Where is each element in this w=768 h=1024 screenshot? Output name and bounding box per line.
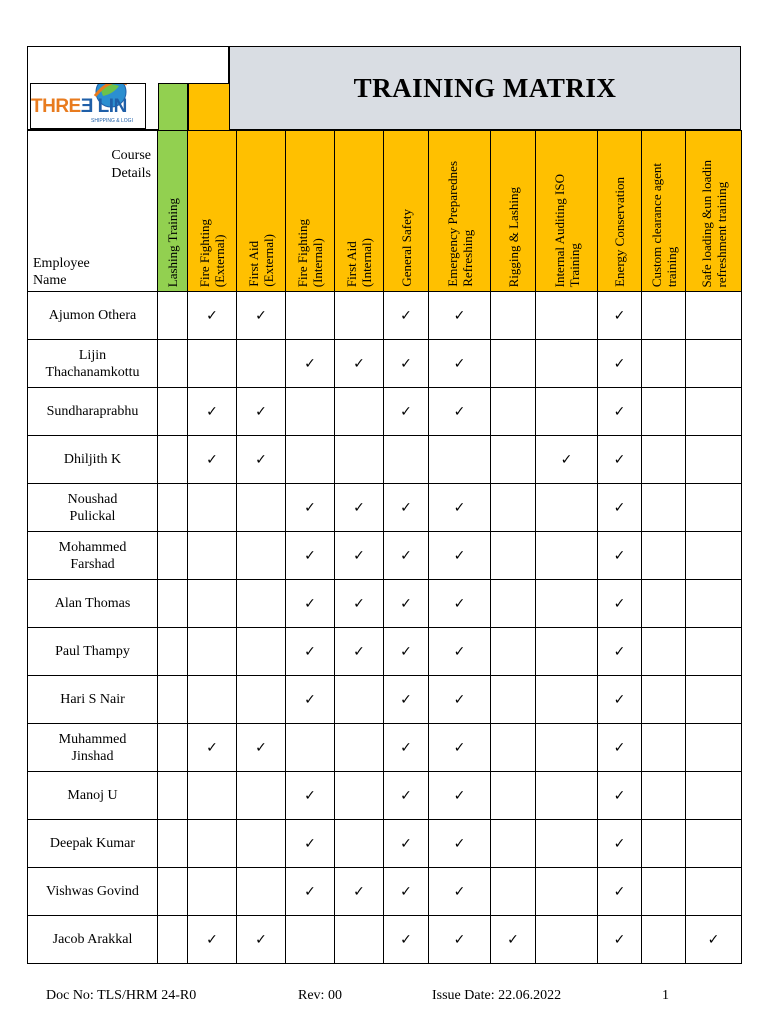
empty-cell <box>491 724 536 772</box>
empty-cell <box>536 916 598 964</box>
empty-cell <box>286 724 335 772</box>
empty-cell <box>686 292 742 340</box>
employee-name: Paul Thampy <box>28 628 158 676</box>
empty-cell <box>384 436 429 484</box>
empty-cell <box>158 484 188 532</box>
empty-cell <box>686 820 742 868</box>
table-row <box>28 292 742 340</box>
table-row <box>28 436 742 484</box>
check-mark-icon: ✓ <box>237 292 286 340</box>
empty-cell <box>237 580 286 628</box>
empty-cell <box>536 388 598 436</box>
empty-cell <box>335 724 384 772</box>
table-row <box>28 340 742 388</box>
empty-cell <box>642 676 686 724</box>
check-mark-icon: ✓ <box>384 916 429 964</box>
course-header <box>335 131 384 292</box>
empty-cell <box>188 628 237 676</box>
empty-cell <box>158 628 188 676</box>
header <box>27 46 741 130</box>
check-mark-icon: ✓ <box>491 916 536 964</box>
empty-cell <box>491 868 536 916</box>
empty-cell <box>686 532 742 580</box>
empty-cell <box>536 676 598 724</box>
empty-cell <box>536 628 598 676</box>
course-label: Rigging & Lashing <box>505 186 521 287</box>
check-mark-icon: ✓ <box>429 676 491 724</box>
check-mark-icon: ✓ <box>429 388 491 436</box>
course-label: Energy Conservation <box>612 177 627 287</box>
course-label: First Aid (External) <box>246 234 276 287</box>
empty-cell <box>188 820 237 868</box>
course-header <box>642 131 686 292</box>
check-mark-icon: ✓ <box>429 628 491 676</box>
empty-cell <box>686 580 742 628</box>
empty-cell <box>536 532 598 580</box>
employee-name: Alan Thomas <box>28 580 158 628</box>
check-mark-icon: ✓ <box>384 292 429 340</box>
empty-cell <box>491 580 536 628</box>
empty-cell <box>491 820 536 868</box>
table-row <box>28 580 742 628</box>
empty-cell <box>237 820 286 868</box>
empty-cell <box>188 868 237 916</box>
check-mark-icon: ✓ <box>598 388 642 436</box>
empty-cell <box>158 532 188 580</box>
course-label: General Safety <box>398 209 414 287</box>
empty-cell <box>686 628 742 676</box>
check-mark-icon: ✓ <box>598 436 642 484</box>
employee-name: Ajumon Othera <box>28 292 158 340</box>
empty-cell <box>642 388 686 436</box>
empty-cell <box>491 532 536 580</box>
check-mark-icon: ✓ <box>384 868 429 916</box>
header-yellow-swatch <box>188 83 230 131</box>
check-mark-icon: ✓ <box>429 580 491 628</box>
employee-name: Sundharaprabhu <box>28 388 158 436</box>
check-mark-icon: ✓ <box>286 868 335 916</box>
check-mark-icon: ✓ <box>286 628 335 676</box>
empty-cell <box>491 388 536 436</box>
empty-cell <box>188 676 237 724</box>
empty-cell <box>686 436 742 484</box>
empty-cell <box>642 340 686 388</box>
empty-cell <box>686 724 742 772</box>
course-header <box>384 131 429 292</box>
employee-name: Lijin Thachanamkottu <box>28 340 158 388</box>
check-mark-icon: ✓ <box>384 388 429 436</box>
check-mark-icon: ✓ <box>384 532 429 580</box>
check-mark-icon: ✓ <box>286 484 335 532</box>
logo-subtext: SHIPPING & LOGI <box>91 118 133 124</box>
empty-cell <box>491 484 536 532</box>
course-label: Safe loading &un loadin refreshment training <box>698 159 729 287</box>
empty-cell <box>237 484 286 532</box>
check-mark-icon: ✓ <box>335 628 384 676</box>
empty-cell <box>536 484 598 532</box>
page-title: TRAINING MATRIX <box>353 72 617 103</box>
employee-name: Vishwas Govind <box>28 868 158 916</box>
empty-cell <box>642 916 686 964</box>
empty-cell <box>686 388 742 436</box>
employee-name: Mohammed Farshad <box>28 532 158 580</box>
empty-cell <box>491 628 536 676</box>
empty-cell <box>536 868 598 916</box>
empty-cell <box>286 388 335 436</box>
employee-name: Muhammed Jinshad <box>28 724 158 772</box>
check-mark-icon: ✓ <box>598 532 642 580</box>
course-label: Fire Fighting (Internal) <box>295 218 325 287</box>
check-mark-icon: ✓ <box>384 820 429 868</box>
empty-cell <box>536 580 598 628</box>
empty-cell <box>335 388 384 436</box>
course-header <box>598 131 642 292</box>
empty-cell <box>686 340 742 388</box>
empty-cell <box>642 532 686 580</box>
check-mark-icon: ✓ <box>286 532 335 580</box>
empty-cell <box>642 628 686 676</box>
empty-cell <box>491 340 536 388</box>
page-number: 1 <box>662 988 669 1003</box>
course-header <box>536 131 598 292</box>
empty-cell <box>188 484 237 532</box>
empty-cell <box>686 868 742 916</box>
empty-cell <box>188 772 237 820</box>
check-mark-icon: ✓ <box>384 340 429 388</box>
course-details-label: Course Details <box>111 148 151 181</box>
empty-cell <box>642 580 686 628</box>
empty-cell <box>237 532 286 580</box>
doc-number: Doc No: TLS/HRM 24-R0 <box>46 988 197 1003</box>
course-header <box>429 131 491 292</box>
check-mark-icon: ✓ <box>429 772 491 820</box>
empty-cell <box>188 532 237 580</box>
course-label: First Aid (Internal) <box>344 237 374 287</box>
check-mark-icon: ✓ <box>286 676 335 724</box>
check-mark-icon: ✓ <box>188 916 237 964</box>
empty-cell <box>642 772 686 820</box>
empty-cell <box>642 868 686 916</box>
check-mark-icon: ✓ <box>598 580 642 628</box>
table-row <box>28 628 742 676</box>
check-mark-icon: ✓ <box>384 724 429 772</box>
check-mark-icon: ✓ <box>286 580 335 628</box>
check-mark-icon: ✓ <box>384 580 429 628</box>
empty-cell <box>237 340 286 388</box>
check-mark-icon: ✓ <box>335 580 384 628</box>
empty-cell <box>158 676 188 724</box>
empty-cell <box>491 676 536 724</box>
check-mark-icon: ✓ <box>384 484 429 532</box>
empty-cell <box>158 820 188 868</box>
empty-cell <box>158 580 188 628</box>
check-mark-icon: ✓ <box>384 628 429 676</box>
logo-text-b: Ǝ LIN <box>80 96 127 117</box>
table-row <box>28 388 742 436</box>
check-mark-icon: ✓ <box>598 916 642 964</box>
course-label: Internal Auditing ISO Training <box>551 173 582 287</box>
empty-cell <box>335 436 384 484</box>
empty-cell <box>286 916 335 964</box>
check-mark-icon: ✓ <box>598 628 642 676</box>
employee-name: Deepak Kumar <box>28 820 158 868</box>
empty-cell <box>686 676 742 724</box>
empty-cell <box>491 292 536 340</box>
training-matrix-table <box>27 130 742 964</box>
check-mark-icon: ✓ <box>686 916 742 964</box>
empty-cell <box>286 436 335 484</box>
course-header-row <box>28 131 742 292</box>
empty-cell <box>286 292 335 340</box>
check-mark-icon: ✓ <box>598 340 642 388</box>
course-header <box>158 131 188 292</box>
check-mark-icon: ✓ <box>188 292 237 340</box>
logo-text <box>31 96 146 118</box>
check-mark-icon: ✓ <box>429 340 491 388</box>
check-mark-icon: ✓ <box>335 868 384 916</box>
check-mark-icon: ✓ <box>598 292 642 340</box>
table-row <box>28 916 742 964</box>
empty-cell <box>642 484 686 532</box>
course-label: Lashing Training <box>165 197 180 287</box>
corner-cell <box>28 131 158 292</box>
empty-cell <box>158 724 188 772</box>
table-row <box>28 820 742 868</box>
empty-cell <box>188 580 237 628</box>
empty-cell <box>536 820 598 868</box>
company-logo <box>30 83 146 129</box>
empty-cell <box>158 388 188 436</box>
empty-cell <box>335 292 384 340</box>
revision: Rev: 00 <box>298 988 342 1003</box>
employee-name: Hari S Nair <box>28 676 158 724</box>
check-mark-icon: ✓ <box>429 484 491 532</box>
employee-name: Noushad Pulickal <box>28 484 158 532</box>
empty-cell <box>158 340 188 388</box>
check-mark-icon: ✓ <box>237 388 286 436</box>
empty-cell <box>491 772 536 820</box>
table-row <box>28 532 742 580</box>
empty-cell <box>335 676 384 724</box>
check-mark-icon: ✓ <box>188 436 237 484</box>
empty-cell <box>158 868 188 916</box>
course-label: Fire Fighting (External) <box>197 218 227 287</box>
training-matrix-document <box>27 46 741 958</box>
check-mark-icon: ✓ <box>598 820 642 868</box>
empty-cell <box>536 292 598 340</box>
empty-cell <box>188 340 237 388</box>
check-mark-icon: ✓ <box>598 484 642 532</box>
check-mark-icon: ✓ <box>598 724 642 772</box>
check-mark-icon: ✓ <box>429 532 491 580</box>
empty-cell <box>237 868 286 916</box>
check-mark-icon: ✓ <box>335 484 384 532</box>
empty-cell <box>237 772 286 820</box>
check-mark-icon: ✓ <box>598 772 642 820</box>
check-mark-icon: ✓ <box>598 868 642 916</box>
empty-cell <box>335 772 384 820</box>
course-label: Custom clearance agent training <box>648 162 679 287</box>
course-header <box>286 131 335 292</box>
employee-name: Dhiljith K <box>28 436 158 484</box>
employee-name: Manoj U <box>28 772 158 820</box>
check-mark-icon: ✓ <box>598 676 642 724</box>
check-mark-icon: ✓ <box>188 724 237 772</box>
table-row <box>28 724 742 772</box>
check-mark-icon: ✓ <box>384 676 429 724</box>
empty-cell <box>491 436 536 484</box>
employee-name-label: Employee Name <box>33 256 90 288</box>
check-mark-icon: ✓ <box>429 868 491 916</box>
course-header <box>237 131 286 292</box>
course-header <box>686 131 742 292</box>
empty-cell <box>642 436 686 484</box>
empty-cell <box>335 820 384 868</box>
check-mark-icon: ✓ <box>188 388 237 436</box>
issue-date: Issue Date: 22.06.2022 <box>432 988 562 1003</box>
empty-cell <box>237 676 286 724</box>
empty-cell <box>642 820 686 868</box>
header-green-swatch <box>158 83 188 131</box>
empty-cell <box>686 772 742 820</box>
empty-cell <box>429 436 491 484</box>
empty-cell <box>158 916 188 964</box>
empty-cell <box>642 724 686 772</box>
check-mark-icon: ✓ <box>429 820 491 868</box>
logo-text-a: THRE <box>31 96 81 117</box>
table-row <box>28 676 742 724</box>
check-mark-icon: ✓ <box>429 724 491 772</box>
title-cell <box>229 46 741 130</box>
empty-cell <box>237 628 286 676</box>
check-mark-icon: ✓ <box>286 340 335 388</box>
empty-cell <box>335 916 384 964</box>
check-mark-icon: ✓ <box>286 820 335 868</box>
empty-cell <box>686 484 742 532</box>
check-mark-icon: ✓ <box>237 916 286 964</box>
table-row <box>28 484 742 532</box>
empty-cell <box>536 724 598 772</box>
employee-name: Jacob Arakkal <box>28 916 158 964</box>
check-mark-icon: ✓ <box>286 772 335 820</box>
check-mark-icon: ✓ <box>429 292 491 340</box>
empty-cell <box>158 772 188 820</box>
course-header <box>491 131 536 292</box>
logo-cell <box>27 46 229 130</box>
course-label: Emergency Preparednes Refreshing <box>444 161 475 287</box>
check-mark-icon: ✓ <box>237 724 286 772</box>
check-mark-icon: ✓ <box>335 532 384 580</box>
empty-cell <box>642 292 686 340</box>
check-mark-icon: ✓ <box>384 772 429 820</box>
check-mark-icon: ✓ <box>237 436 286 484</box>
empty-cell <box>158 292 188 340</box>
table-row <box>28 868 742 916</box>
course-header <box>188 131 237 292</box>
table-row <box>28 772 742 820</box>
check-mark-icon: ✓ <box>335 340 384 388</box>
empty-cell <box>158 436 188 484</box>
empty-cell <box>536 772 598 820</box>
check-mark-icon: ✓ <box>536 436 598 484</box>
empty-cell <box>536 340 598 388</box>
check-mark-icon: ✓ <box>429 916 491 964</box>
